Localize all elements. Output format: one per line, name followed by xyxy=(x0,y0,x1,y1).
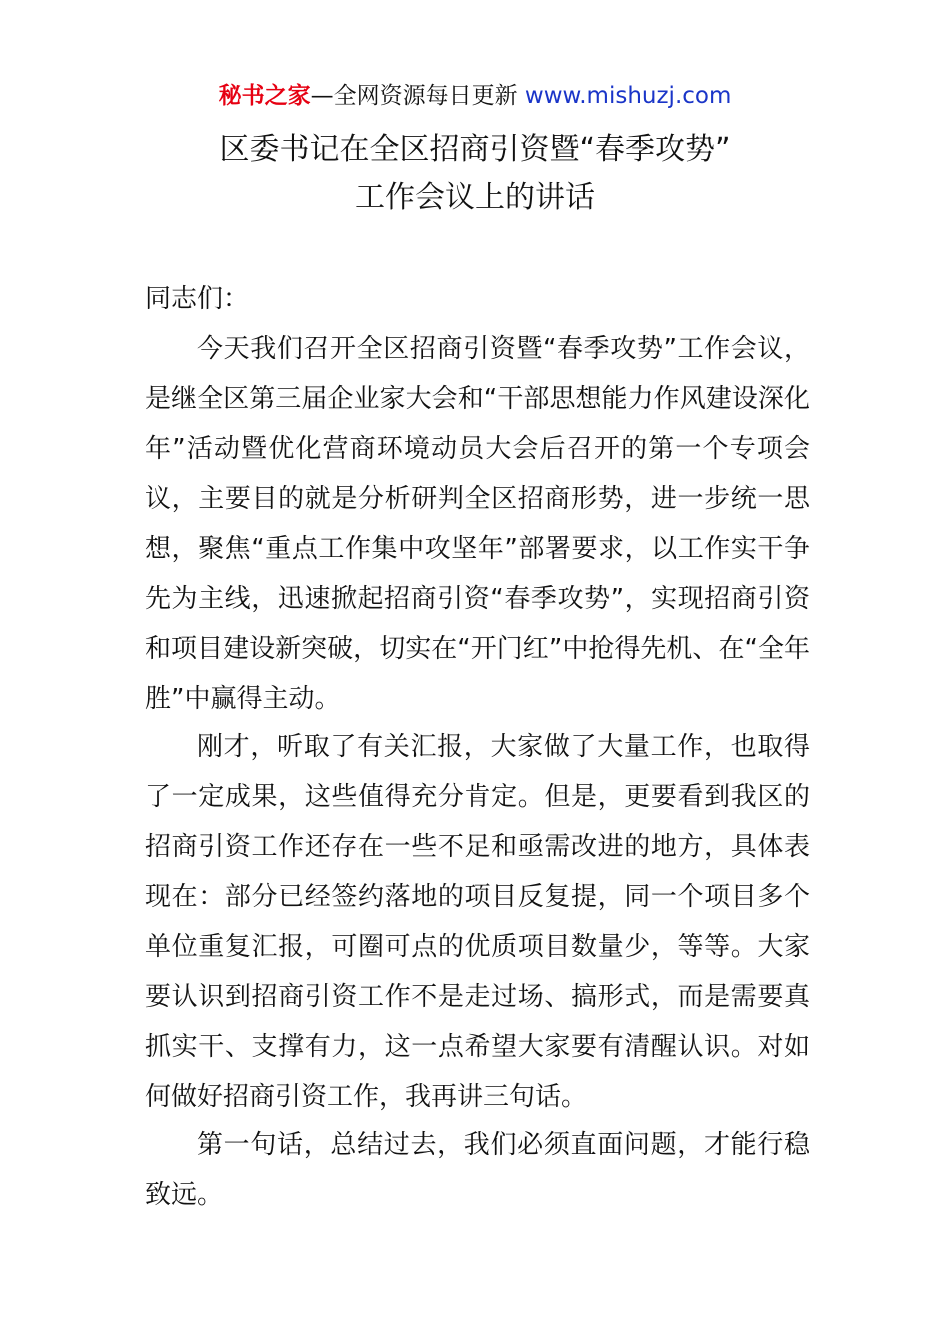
header-tagline: —全网资源每日更新 xyxy=(310,83,525,109)
document-title-line-2: 工作会议上的讲话 xyxy=(355,180,595,215)
salutation: 同志们： xyxy=(145,284,250,314)
body-paragraph-1: 今天我们召开全区招商引资暨“春季攻势”工作会议，是继全区第三届企业家大会和“干部思想能力作风建设深化年”活动暨优化营商环境动员大会后召开的第一个专项会议，主要目的就是分析研判全区招商形势，进一步统一思想，聚焦“重点工作集中攻坚年”部署要求，以工作实干争先为主线，迅速掀起招商引资“春季攻势”，实现招商引资和项目建设新突破，切实在“开门红”中抢得先机、在“全年胜”中赢得主动。 xyxy=(145,334,810,714)
body-paragraph-3: 第一句话，总结过去，我们必须直面问题，才能行稳致远。 xyxy=(145,1130,810,1210)
site-header xyxy=(0,80,950,112)
body-paragraph-2: 刚才，听取了有关汇报，大家做了大量工作，也取得了一定成果，这些值得充分肯定。但是，更要看到我区的招商引资工作还存在一些不足和亟需改进的地方，具体表现在：部分已经签约落地的项目反复提，同一个项目多个单位重复汇报，可圈可点的优质项目数量少，等等。大家要认识到招商引资工作不是走过场、搞形式，而是需要真抓实干、支撑有力，这一点希望大家要有清醒认识。对如何做好招商引资工作，我再讲三句话。 xyxy=(145,732,810,1112)
site-url-link[interactable]: www.mishuzj.com xyxy=(524,83,732,109)
document-title-line-1: 区委书记在全区招商引资暨“春季攻势” xyxy=(219,132,731,167)
brand-name: 秘书之家 xyxy=(218,83,311,109)
